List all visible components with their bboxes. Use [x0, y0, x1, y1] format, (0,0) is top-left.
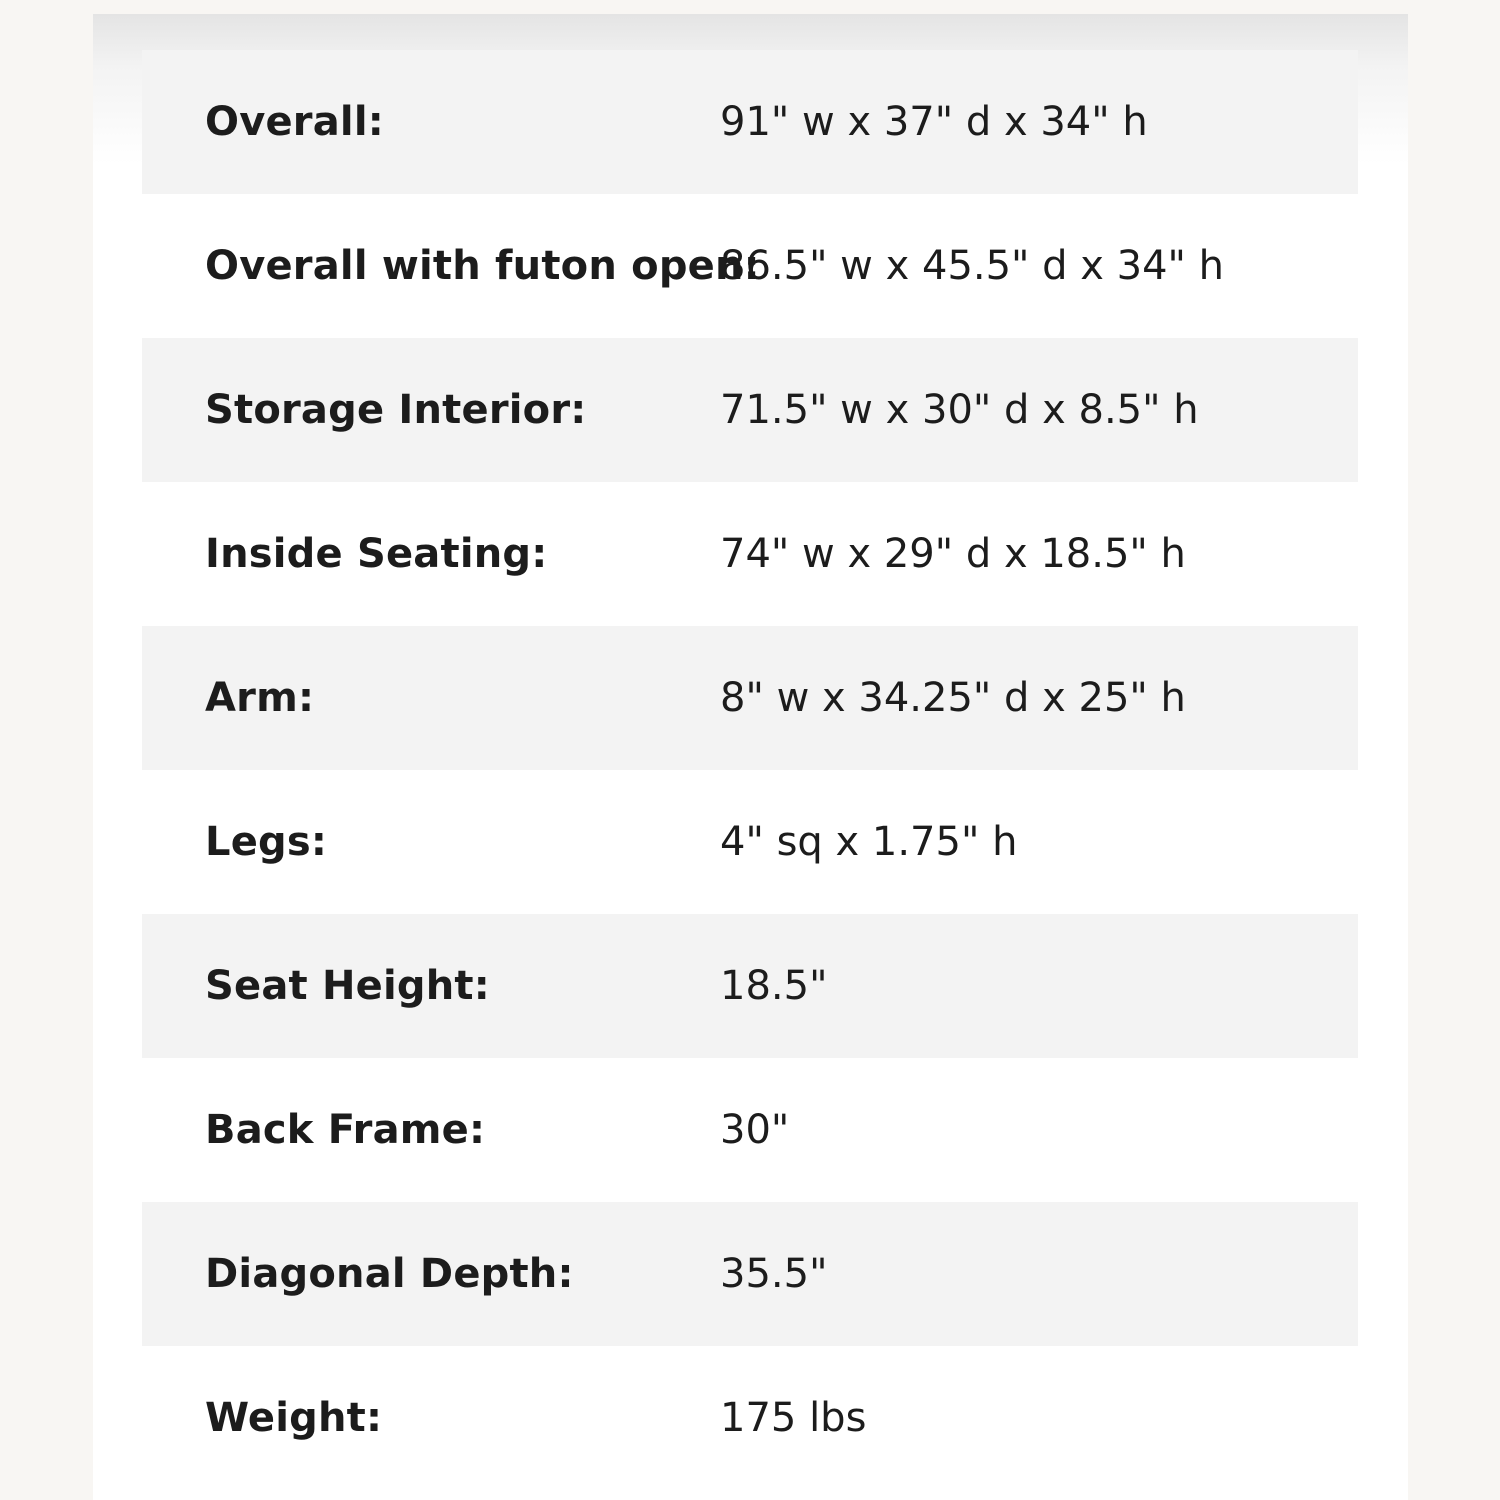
spec-value: 91" w x 37" d x 34" h: [720, 99, 1148, 145]
spec-label: Seat Height:: [205, 963, 490, 1009]
spec-row-weight: [142, 1346, 1358, 1490]
spec-value: 30": [720, 1107, 790, 1153]
spec-value: 86.5" w x 45.5" d x 34" h: [720, 243, 1225, 289]
spec-value: 74" w x 29" d x 18.5" h: [720, 531, 1186, 577]
spec-row-back-frame: [142, 1058, 1358, 1202]
spec-row-diagonal-depth: [142, 1202, 1358, 1346]
spec-row-overall: [142, 50, 1358, 194]
spec-value: 175 lbs: [720, 1395, 867, 1441]
spec-label: Inside Seating:: [205, 531, 548, 577]
spec-value: 4" sq x 1.75" h: [720, 819, 1018, 865]
spec-label: Back Frame:: [205, 1107, 486, 1153]
spec-label: Overall:: [205, 99, 384, 145]
spec-row-storage-interior: [142, 338, 1358, 482]
spec-label: Overall with futon open:: [205, 243, 760, 289]
spec-row-overall-futon-open: [142, 194, 1358, 338]
spec-row-inside-seating: [142, 482, 1358, 626]
spec-row-arm: [142, 626, 1358, 770]
spec-label: Legs:: [205, 819, 328, 865]
dimensions-table: [142, 50, 1358, 1490]
spec-value: 71.5" w x 30" d x 8.5" h: [720, 387, 1199, 433]
spec-value: 18.5": [720, 963, 828, 1009]
dimensions-card: [93, 14, 1408, 1500]
spec-label: Arm:: [205, 675, 315, 721]
spec-label: Diagonal Depth:: [205, 1251, 574, 1297]
spec-row-seat-height: [142, 914, 1358, 1058]
spec-value: 35.5": [720, 1251, 828, 1297]
spec-label: Weight:: [205, 1395, 383, 1441]
spec-row-legs: [142, 770, 1358, 914]
spec-label: Storage Interior:: [205, 387, 587, 433]
spec-value: 8" w x 34.25" d x 25" h: [720, 675, 1186, 721]
